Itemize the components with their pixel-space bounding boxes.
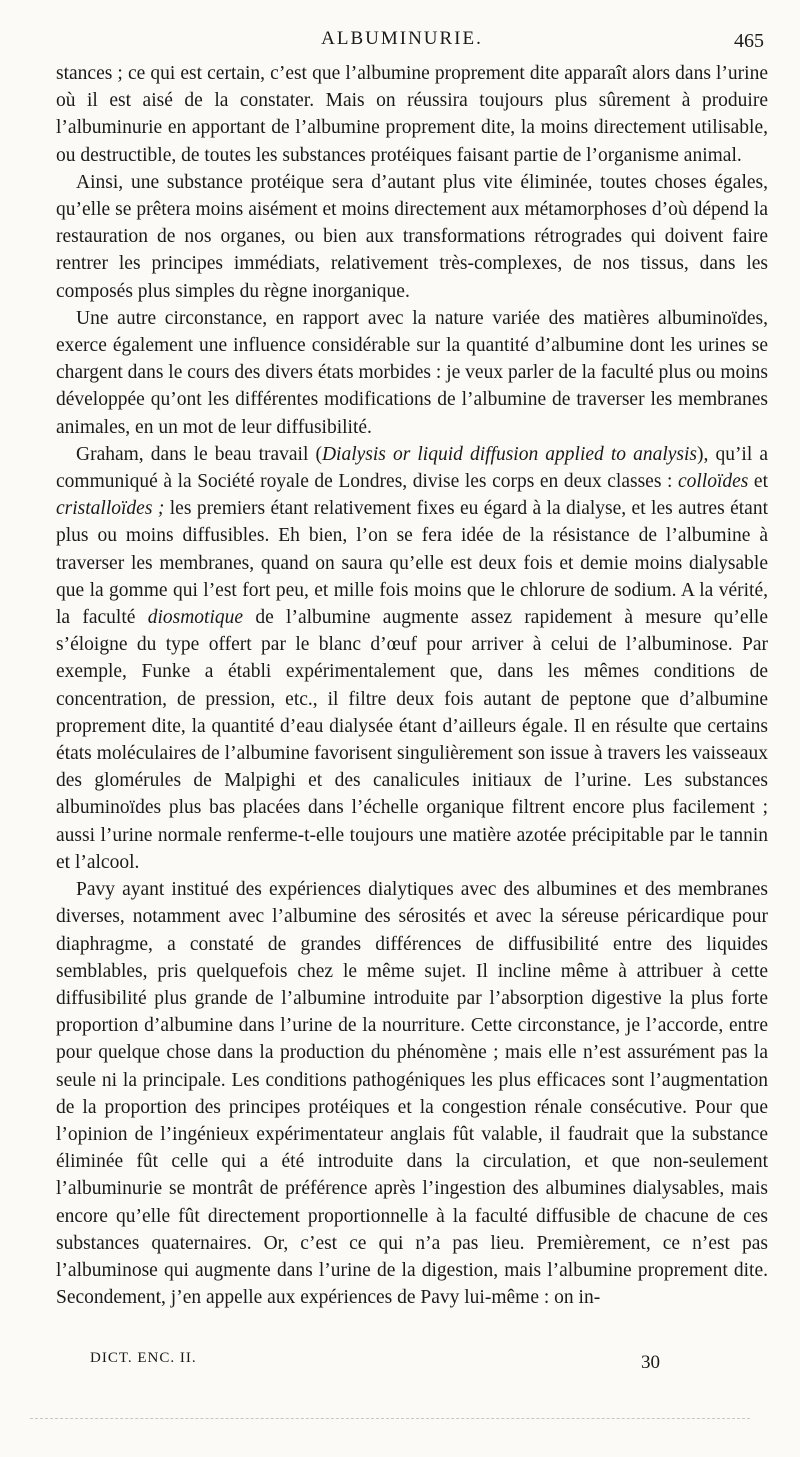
- paragraph-1: [56, 60, 768, 169]
- page-footer: [90, 1350, 660, 1380]
- paragraph-text: les premiers étant relativement fixes eu égard à la dialyse, et les autres étant plus ou moins diffusibles. Eh bien, l’on se fera idée de la résistance de l’albumine à traverser les membranes, quand on saura qu’elle est deux fois et demie moins dialysable que la gomme qui l’est fort peu, et mille fois moins que le chlorure de sodium. A la vérité, la faculté: [56, 498, 768, 629]
- paragraph-3: [56, 305, 768, 441]
- paragraph-text: ), qu’il a communiqué à la Société royale de Londres, divise les corps en deux classes :: [56, 443, 768, 493]
- paragraph-2: [56, 169, 768, 305]
- running-title: ALBUMINURIE.: [321, 28, 483, 49]
- scan-edge-divider: [30, 1418, 750, 1421]
- italic-title: Dialysis or liquid diffusion applied to analysis: [321, 443, 697, 465]
- page-number: 465: [734, 30, 764, 52]
- paragraph-text: de l’albumine augmente assez rapidement à mesure qu’elle s’éloigne du type offert par le blanc d’œuf pour arriver à celui de l’albuminose. Par exemple, Funke a établi expérimentalement que, dans les mêmes conditions de concentration, de pression, etc., il filtre deux fois autant de peptone que d’albumine proprement dite, la quantité d’eau dialysée étant d’ailleurs égale. Il en résulte que certains états moléculaires de l’albumine favorisent singulièrement son issue à travers les vaisseaux des glomérules de Malpighi et des canalicules initiaux de l’urine. Les substances albuminoïdes plus bas placées dans l’échelle organique filtrent encore plus facilement ; aussi l’urine normale renferme-t-elle toujours une matière azotée précipitable par le tannin et l’alcool.: [56, 607, 768, 873]
- paragraph-text: Pavy ayant institué des expériences dialytiques avec des albumines et des membranes diverses, notamment avec l’albumine des sérosités et avec la séreuse péricardique pour diaphragme, a constaté de grandes différences de diffusibilité entre des liquides semblables, pris quelquefois chez le même sujet. Il incline même à attribuer à cette diffusibilité plus grande de l’albumine introduite par l’absorption digestive la plus forte proportion d’albumine dans l’urine de la nourriture. Cette circonstance, je l’accorde, entre pour quelque chose dans la production du phénomène ; mais elle n’est assurément pas la seule ni la principale. Les conditions pathogéniques les plus efficaces sont l’augmentation de la proportion des principes protéiques et la congestion rénale consécutive. Pour que l’opinion de l’ingénieux expérimentateur anglais fût valable, il faudrait que la substance éliminée fût celle qui a été introduite dans la circulation, et que non-seulement l’albuminurie se montrât de préférence après l’ingestion des albumines dialysables, mais encore qu’elle fût directement proportionnelle à la faculté diffusible de chacune de ces substances quaternaires. Or, c’est ce qui n’a pas lieu. Premièrement, ce n’est pas l’albuminose qui augmente dans l’urine de la digestion, mais l’albumine proprement dite. Secondement, j’en appelle aux expériences de Pavy lui-même : on in-: [56, 879, 768, 1309]
- paragraph-5: [56, 876, 768, 1311]
- signature-mark: DICT. ENC. II.: [90, 1350, 197, 1366]
- paragraph-text: et: [748, 471, 768, 493]
- paragraph-text: Ainsi, une substance protéique sera d’autant plus vite éliminée, toutes choses égales, qu’elle se prêtera moins aisément et moins directement aux métamorphoses d’où dépend la restauration de nos organes, ou bien aux transformations rétrogrades qui doivent faire rentrer les principes immédiats, relativement très-complexes, de nos tissus, dans les composés plus simples du règne inorganique.: [56, 171, 768, 302]
- italic-term-cristalloides: cristalloïdes ;: [56, 498, 165, 520]
- italic-term-diosmotique: diosmotique: [147, 607, 244, 629]
- paragraph-text: stances ; ce qui est certain, c’est que l’albumine proprement dite apparaît alors dans l’urine où il est aisé de la constater. Mais on réussira toujours plus sûrement à produire l’albuminurie en apportant de l’albumine proprement dite, la moins directement utilisable, ou destructible, de toutes les substances protéiques faisant partie de l’organisme animal.: [56, 63, 768, 166]
- paragraph-text: Une autre circonstance, en rapport avec la nature variée des matières albuminoïdes, exerce également une influence considérable sur la quantité d’albumine dont les urines se chargent dans le cours des divers états morbides : je veux parler de la faculté plus ou moins développée qu’ont les différentes modifications de l’albumine de traverser les membranes animales, en un mot de leur diffusibilité.: [56, 307, 768, 438]
- italic-term-colloides: colloïdes: [677, 471, 749, 493]
- body-text: [56, 60, 768, 1311]
- page-header: [40, 28, 764, 56]
- paragraph-4: [56, 441, 768, 876]
- paragraph-text: Graham, dans le beau travail (: [76, 443, 322, 465]
- sheet-number: 30: [641, 1352, 660, 1373]
